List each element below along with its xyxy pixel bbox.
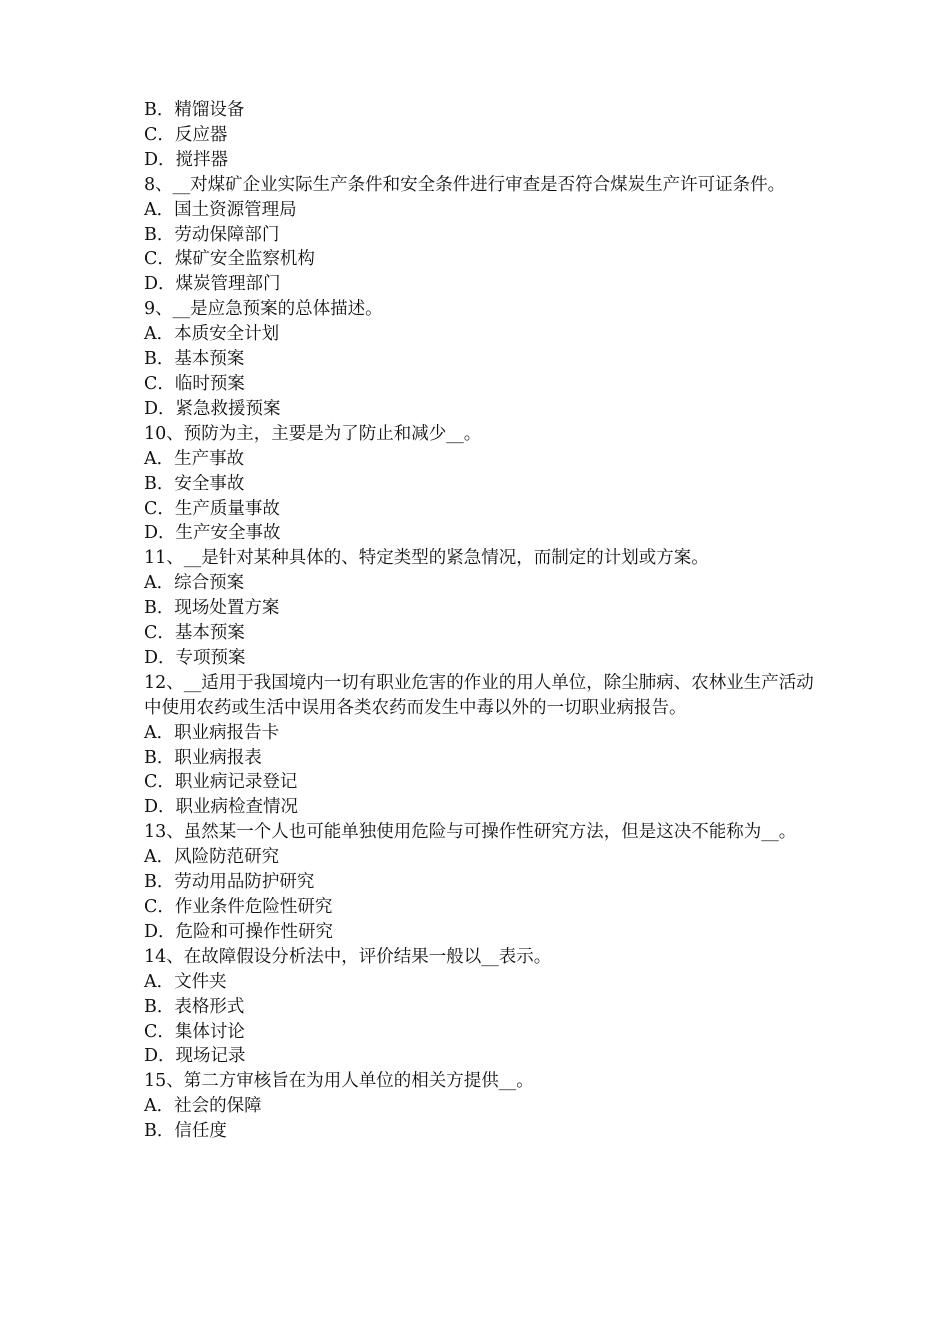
option-line: D．紧急救援预案 xyxy=(144,398,281,419)
option-line: B．安全事故 xyxy=(144,473,245,494)
option-line: B．职业病报表 xyxy=(144,747,262,768)
option-line: A．文件夹 xyxy=(144,971,227,992)
option-line: C．基本预案 xyxy=(144,623,245,644)
option-line: D．专项预案 xyxy=(144,647,246,668)
option-line: B．精馏设备 xyxy=(144,100,245,120)
option-line: A．生产事故 xyxy=(144,448,245,469)
option-line: D．危险和可操作性研究 xyxy=(144,921,334,942)
option-line: B．现场处置方案 xyxy=(144,598,280,619)
option-line: B．劳动保障部门 xyxy=(144,224,280,245)
question-line: 9、__是应急预案的总体描述。 xyxy=(144,299,383,320)
question-line: 10、预防为主，主要是为了防止和减少__。 xyxy=(144,423,482,444)
question-line: 11、__是针对某种具体的、特定类型的紧急情况，而制定的计划或方案。 xyxy=(144,548,709,569)
option-line: B．基本预案 xyxy=(144,349,245,370)
option-line: D．煤炭管理部门 xyxy=(144,274,281,295)
question-line: 8、__对煤矿企业实际生产条件和安全条件进行审查是否符合煤炭生产许可证条件。 xyxy=(144,174,786,195)
option-line: B．表格形式 xyxy=(144,996,245,1017)
option-line: A．国土资源管理局 xyxy=(144,199,297,220)
option-line: D．生产安全事故 xyxy=(144,523,281,544)
question-line: 12、__适用于我国境内一切有职业危害的作业的用人单位，除尘肺病、农林业生产活动中使用农药或生活中误用各类农药而发生中毒以外的一切职业病报告。 xyxy=(144,672,814,718)
question-list xyxy=(144,98,814,1144)
option-line: D．搅拌器 xyxy=(144,149,229,170)
option-line: C．煤矿安全监察机构 xyxy=(144,249,315,270)
option-line: A．风险防范研究 xyxy=(144,847,280,868)
option-line: A．职业病报告卡 xyxy=(144,722,280,743)
option-line: C．职业病记录登记 xyxy=(144,772,298,793)
option-line: D．职业病检查情况 xyxy=(144,797,299,818)
question-line: 14、在故障假设分析法中，评价结果一般以__表示。 xyxy=(144,946,552,967)
option-line: A．社会的保障 xyxy=(144,1096,262,1117)
question-line: 13、虽然某一个人也可能单独使用危险与可操作性研究方法，但是这决不能称为__。 xyxy=(144,822,797,843)
question-line: 15、第二方审核旨在为用人单位的相关方提供__。 xyxy=(144,1071,534,1092)
option-line: C．作业条件危险性研究 xyxy=(144,897,333,917)
option-line: B．劳动用品防护研究 xyxy=(144,872,315,893)
option-line: A．综合预案 xyxy=(144,573,245,594)
option-line: D．现场记录 xyxy=(144,1046,246,1067)
option-line: C．生产质量事故 xyxy=(144,498,280,519)
option-line: C．集体讨论 xyxy=(144,1021,245,1042)
option-line: C．反应器 xyxy=(144,124,228,145)
option-line: C．临时预案 xyxy=(144,373,245,394)
option-line: B．信任度 xyxy=(144,1121,227,1142)
option-line: A．本质安全计划 xyxy=(144,324,280,345)
